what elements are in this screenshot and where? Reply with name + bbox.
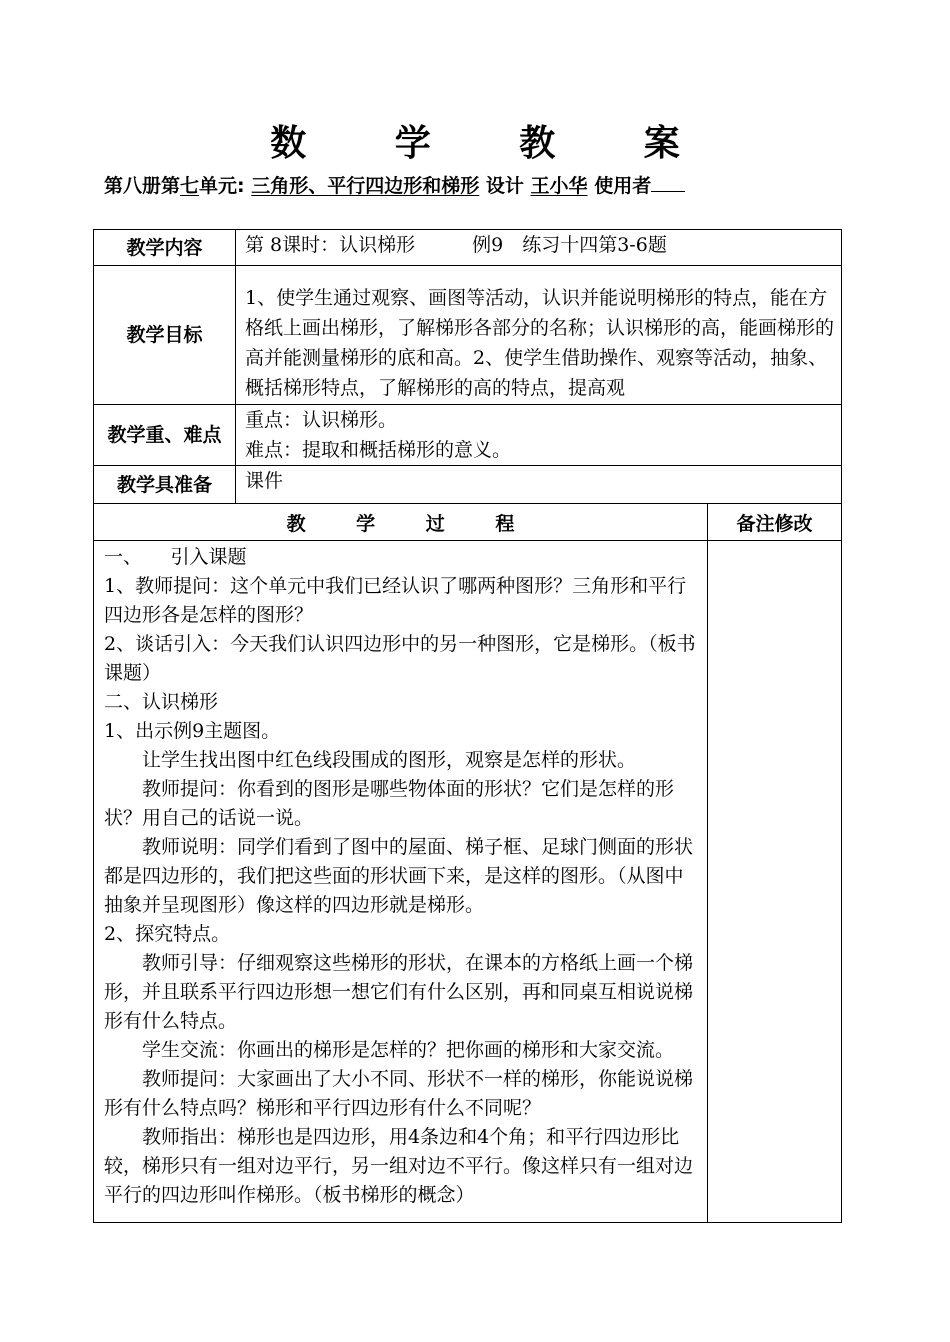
page-title: 数 学 教 案	[270, 123, 718, 164]
process-line: 教师提问：你看到的图形是哪些物体面的形状？它们是怎样的形状？用自己的话说一说。	[104, 778, 675, 829]
unit-number: 七	[180, 175, 200, 197]
designer-name: 王小华	[530, 175, 588, 197]
goal-cell	[236, 266, 842, 405]
notes-label: 备注修改	[708, 504, 842, 541]
process-line: 教师指出：梯形也是四边形，用4条边和4个角；和平行四边形比较，梯形只有一组对边平行，另一组对边不平行。像这样只有一组对边平行的四边形叫作梯形。（板书梯形的概念）	[104, 1126, 694, 1206]
goal-label: 教学目标	[94, 266, 236, 405]
process-line: 教师说明：同学们看到了图中的屋面、梯子框、足球门侧面的形状都是四边形的，我们把这些面的形状画下来，是这样的图形。（从图中抽象并呈现图形）像这样的四边形就是梯形。	[104, 836, 694, 916]
process-line: 2、探究特点。	[104, 923, 231, 945]
process-line: 学生交流：你画出的梯形是怎样的？把你画的梯形和大家交流。	[142, 1039, 675, 1061]
design-label: 设计	[485, 175, 524, 197]
process-label: 教 学 过 程	[94, 504, 708, 541]
tools-value: 课件	[236, 466, 842, 504]
process-line: 教师引导：仔细观察这些梯形的形状，在课本的方格纸上画一个梯形，并且联系平行四边形想一想它们有什么区别，再和同桌互相说说梯形有什么特点。	[104, 952, 694, 1032]
row-goals	[94, 266, 842, 405]
document-subtitle	[104, 170, 864, 202]
row-content	[94, 230, 842, 266]
unit-name: 三角形、平行四边形和梯形	[251, 175, 480, 197]
difficult-point: 难点：提取和概括梯形的意义。	[245, 439, 512, 461]
process-line: 1、教师提问：这个单元中我们已经认识了哪两种图形？三角形和平行四边形各是怎样的图形？	[104, 575, 687, 626]
content-label: 教学内容	[94, 230, 236, 266]
process-line: 教师提问：大家画出了大小不同、形状不一样的梯形，你能说说梯形有什么特点吗？梯形和平行四边形有什么不同呢？	[104, 1068, 694, 1119]
row-tools	[94, 466, 842, 504]
process-content	[104, 543, 699, 1221]
content-value: 第 8课时：认识梯形 例9 练习十四第3-6题	[236, 230, 842, 266]
row-key-points	[94, 405, 842, 466]
key-point: 重点：认识梯形。	[245, 409, 398, 431]
subtitle-unit-word: 单元:	[199, 175, 245, 197]
subtitle-prefix: 第八册第	[104, 175, 181, 197]
key-label: 教学重、难点	[94, 405, 236, 466]
user-blank	[651, 171, 685, 192]
notes-cell[interactable]	[708, 541, 842, 1223]
lesson-plan-table	[93, 229, 842, 1223]
key-cell	[236, 405, 842, 466]
process-line: 二、认识梯形	[104, 691, 219, 713]
process-line: 2、谈话引入：今天我们认识四边形中的另一种图形，它是梯形。（板书课题）	[104, 633, 696, 684]
row-process-header	[94, 504, 842, 541]
tools-label: 教学具准备	[94, 466, 236, 504]
user-label: 使用者	[594, 175, 652, 197]
process-line: 一、 引入课题	[104, 546, 247, 568]
process-cell	[94, 541, 708, 1223]
row-process	[94, 541, 842, 1223]
process-line: 1、出示例9主题图。	[104, 720, 281, 742]
goal-text: 1、使学生通过观察、画图等活动，认识并能说明梯形的特点，能在方格纸上画出梯形，了解梯形各部分的名称；认识梯形的高，能画梯形的高并能测量梯形的底和高。2、使学生借助操作、观察等活动，抽象、概括梯形特点，了解梯形的高的特点，提高观	[245, 287, 835, 399]
process-line: 让学生找出图中红色线段围成的图形，观察是怎样的形状。	[142, 749, 637, 771]
